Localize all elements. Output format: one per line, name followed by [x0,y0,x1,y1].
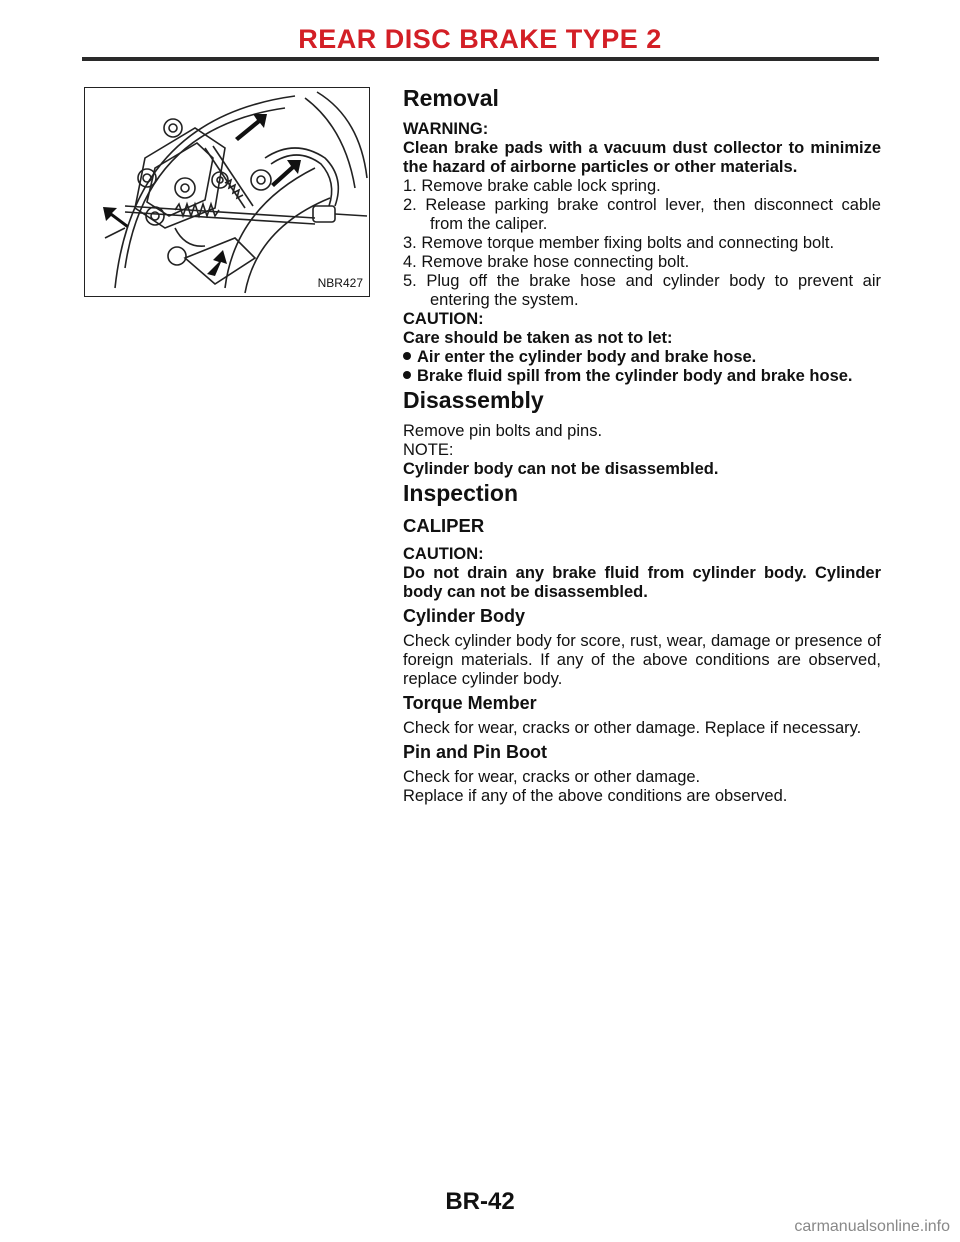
removal-caution-text: Care should be taken as not to let: [403,329,673,347]
bullet-icon [403,371,411,379]
disassembly-note-label: NOTE: [403,441,454,459]
cylinder-body-text: Check cylinder body for score, rust, wear, damage or presence of foreign materials. If any of the above conditions are observed, replace cylinder body. [403,632,881,688]
removal-warning-label: WARNING: [403,120,489,138]
removal-step: 5. Plug off the brake hose and cylinder body to prevent air entering the system. [403,272,881,309]
watermark: carmanualsonline.info [794,1218,950,1235]
main-content [403,84,881,806]
page-header-title: REAR DISC BRAKE TYPE 2 [298,24,662,54]
inspection-heading: Inspection [403,480,519,506]
cylinder-body-heading: Cylinder Body [403,606,526,626]
caliper-drawing [85,88,369,296]
torque-member-text: Check for wear, cracks or other damage. Replace if necessary. [403,719,862,737]
inspection-caution-text: Do not drain any brake fluid from cylinder body. Cylinder body can not be disassembled. [403,564,881,601]
removal-caution-label: CAUTION: [403,310,484,328]
header-rule [82,57,879,61]
inspection-caution-label: CAUTION: [403,545,484,563]
removal-step: 3. Remove torque member fixing bolts and connecting bolt. [403,234,835,252]
torque-member-heading: Torque Member [403,693,537,713]
disassembly-text: Remove pin bolts and pins. [403,422,603,440]
bullet-icon [403,352,411,360]
removal-caution-bullets [403,348,881,386]
removal-step: 1. Remove brake cable lock spring. [403,177,661,195]
disassembly-note-text: Cylinder body can not be disassembled. [403,460,719,478]
removal-steps [403,177,881,310]
removal-bullet-text: Air enter the cylinder body and brake hose. [417,348,757,366]
removal-bullet [403,348,881,367]
removal-warning-text: Clean brake pads with a vacuum dust collector to minimize the hazard of airborne particles or other materials. [403,139,881,176]
removal-heading: Removal [403,85,499,111]
removal-step: 2. Release parking brake control lever, then disconnect cable from the caliper. [403,196,881,233]
removal-bullet [403,367,881,386]
caliper-illustration [84,87,370,297]
figure-code: NBR427 [317,276,363,290]
pin-boot-heading: Pin and Pin Boot [403,742,547,762]
page-number: BR-42 [445,1188,515,1215]
disassembly-heading: Disassembly [403,387,544,413]
pin-boot-text-2: Replace if any of the above conditions are observed. [403,787,788,805]
removal-step: 4. Remove brake hose connecting bolt. [403,253,690,271]
pin-boot-text: Check for wear, cracks or other damage. [403,768,701,786]
removal-bullet-text: Brake fluid spill from the cylinder body and brake hose. [417,367,853,385]
caliper-subheading: CALIPER [403,515,485,536]
